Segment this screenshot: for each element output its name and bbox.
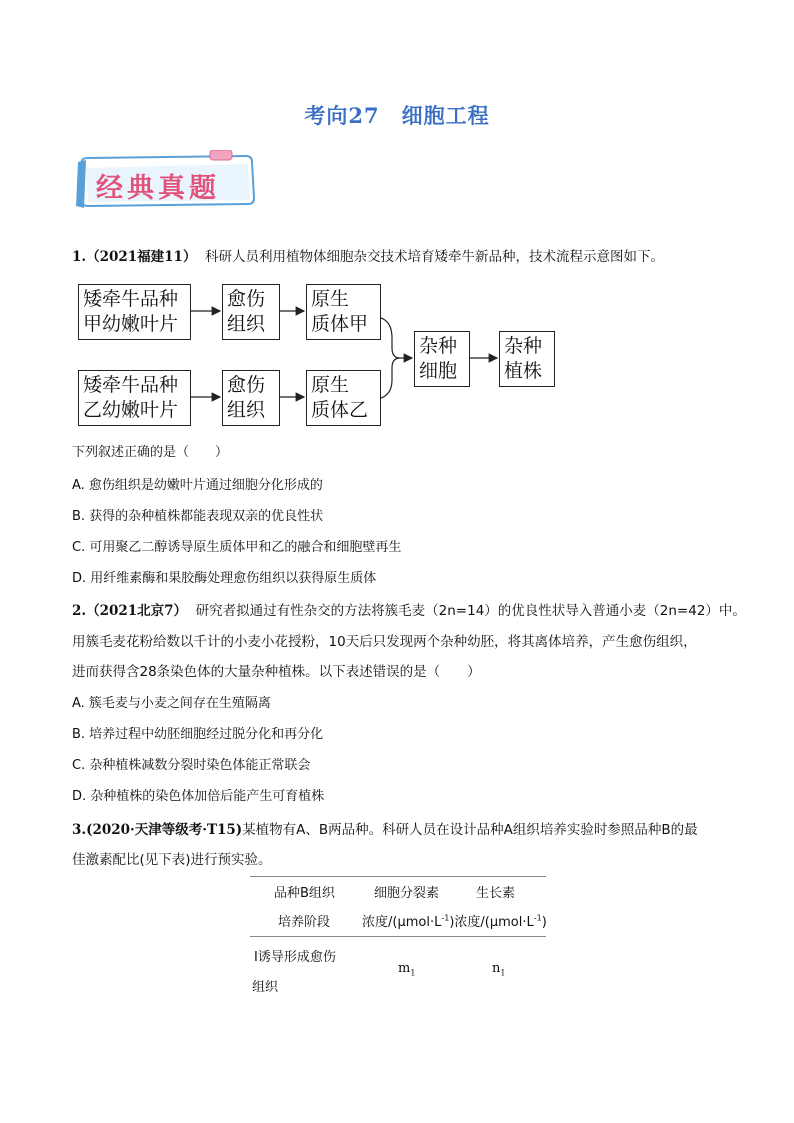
table-row1-stage-1: Ⅰ诱导形成愈伤 xyxy=(254,950,336,965)
flow-box-a1 xyxy=(78,284,191,340)
banner-label: 经典真题 xyxy=(96,173,220,204)
flow-box-c1 xyxy=(414,331,470,387)
flow-box-b3 xyxy=(306,370,381,426)
question-2-text-1: 研究者拟通过有性杂交的方法将簇毛麦（2n=14）的优良性状导入普通小麦（2n=42）中。 xyxy=(195,603,746,619)
flow-a1-line1: 矮牵牛品种 xyxy=(83,288,179,310)
question-1-text: 科研人员利用植物体细胞杂交技术培育矮牵牛新品种，技术流程示意图如下。 xyxy=(205,249,665,265)
question-2-line-1 xyxy=(72,601,746,621)
table-row1-auxin xyxy=(492,961,505,978)
table-header-auxin: 生长素 xyxy=(476,886,516,901)
title-prefix: 考向27 xyxy=(304,103,380,128)
m-sub: 1 xyxy=(410,968,416,978)
unit-1: 浓度/(μmol·L xyxy=(362,915,442,930)
flow-c2-line1: 杂种 xyxy=(504,335,543,357)
table-top-rule xyxy=(250,876,546,877)
title-topic: 细胞工程 xyxy=(401,103,490,128)
flow-c1-line2: 细胞 xyxy=(419,360,458,382)
flow-a2-line1: 愈伤 xyxy=(227,288,266,310)
question-2-line-3: 进而获得含28条染色体的大量杂种植株。以下表述错误的是（ ） xyxy=(72,664,481,680)
question-1-source: 1.（2021福建11） xyxy=(72,249,197,265)
flow-box-c2 xyxy=(499,331,555,387)
unit-2: )浓度/(μmol·L xyxy=(449,915,534,930)
flow-box-b2 xyxy=(222,370,280,426)
flow-a1-line2: 甲幼嫩叶片 xyxy=(83,313,179,335)
question-1-option-c[interactable]: C. 可用聚乙二醇诱导原生质体甲和乙的融合和细胞壁再生 xyxy=(72,540,402,555)
question-1-option-b[interactable]: B. 获得的杂种植株都能表现双亲的优良性状 xyxy=(72,509,324,524)
unit-1-exp: -1 xyxy=(441,913,450,923)
flow-c2-line2: 植株 xyxy=(504,360,543,382)
table-header-stage-2: 培养阶段 xyxy=(278,915,331,930)
question-2-option-b[interactable]: B. 培养过程中幼胚细胞经过脱分化和再分化 xyxy=(72,727,324,742)
question-2-option-d[interactable]: D. 杂种植株的染色体加倍后能产生可育植株 xyxy=(72,789,325,804)
question-3-line-2: 佳激素配比(见下表)进行预实验。 xyxy=(72,852,272,868)
flow-c1-line1: 杂种 xyxy=(419,335,458,357)
question-1-prompt: 下列叙述正确的是（ ） xyxy=(72,445,229,460)
flow-a3-line2: 质体甲 xyxy=(311,313,369,335)
question-2-source: 2.（2021北京7） xyxy=(72,603,188,619)
flow-box-a3 xyxy=(306,284,381,340)
question-1-option-a[interactable]: A. 愈伤组织是幼嫩叶片通过细胞分化形成的 xyxy=(72,478,323,493)
question-2-option-c[interactable]: C. 杂种植株减数分裂时染色体能正常联会 xyxy=(72,758,311,773)
question-1-option-d[interactable]: D. 用纤维素酶和果胶酶处理愈伤组织以获得原生质体 xyxy=(72,571,377,586)
table-header-cytokinin: 细胞分裂素 xyxy=(374,886,440,901)
question-2-option-a[interactable]: A. 簇毛麦与小麦之间存在生殖隔离 xyxy=(72,696,271,711)
question-3-text-1: 某植物有A、B两品种。科研人员在设计品种A组织培养实验时参照品种B的最 xyxy=(242,822,698,838)
flow-b2-line2: 组织 xyxy=(227,399,266,421)
n-value: n xyxy=(492,961,501,976)
flow-b3-line1: 原生 xyxy=(311,374,350,396)
unit-2-exp: -1 xyxy=(533,913,542,923)
flow-box-b1 xyxy=(78,370,191,426)
flow-b3-line2: 质体乙 xyxy=(311,399,369,421)
m-value: m xyxy=(398,961,411,976)
question-2-line-2: 用簇毛麦花粉给数以千计的小麦小花授粉，10天后只发现两个杂种幼胚，将其离体培养，产生愈伤组织， xyxy=(72,634,697,650)
table-header-units xyxy=(362,911,547,930)
table-row1-cytokinin xyxy=(398,961,415,978)
flow-b1-line2: 乙幼嫩叶片 xyxy=(83,399,179,421)
table-mid-rule xyxy=(250,936,546,937)
unit-close: ) xyxy=(541,915,547,930)
table-header-stage: 品种B组织 xyxy=(274,886,335,901)
question-3-line-1 xyxy=(72,820,698,840)
flow-a3-line1: 原生 xyxy=(311,288,350,310)
flow-a2-line2: 组织 xyxy=(227,313,266,335)
table-row1-stage-2: 组织 xyxy=(252,980,279,995)
flow-b2-line1: 愈伤 xyxy=(227,374,266,396)
n-sub: 1 xyxy=(500,968,506,978)
flow-box-a2 xyxy=(222,284,280,340)
flow-b1-line1: 矮牵牛品种 xyxy=(83,374,179,396)
question-3-source: 3.(2020·天津等级考·T15) xyxy=(72,822,243,838)
